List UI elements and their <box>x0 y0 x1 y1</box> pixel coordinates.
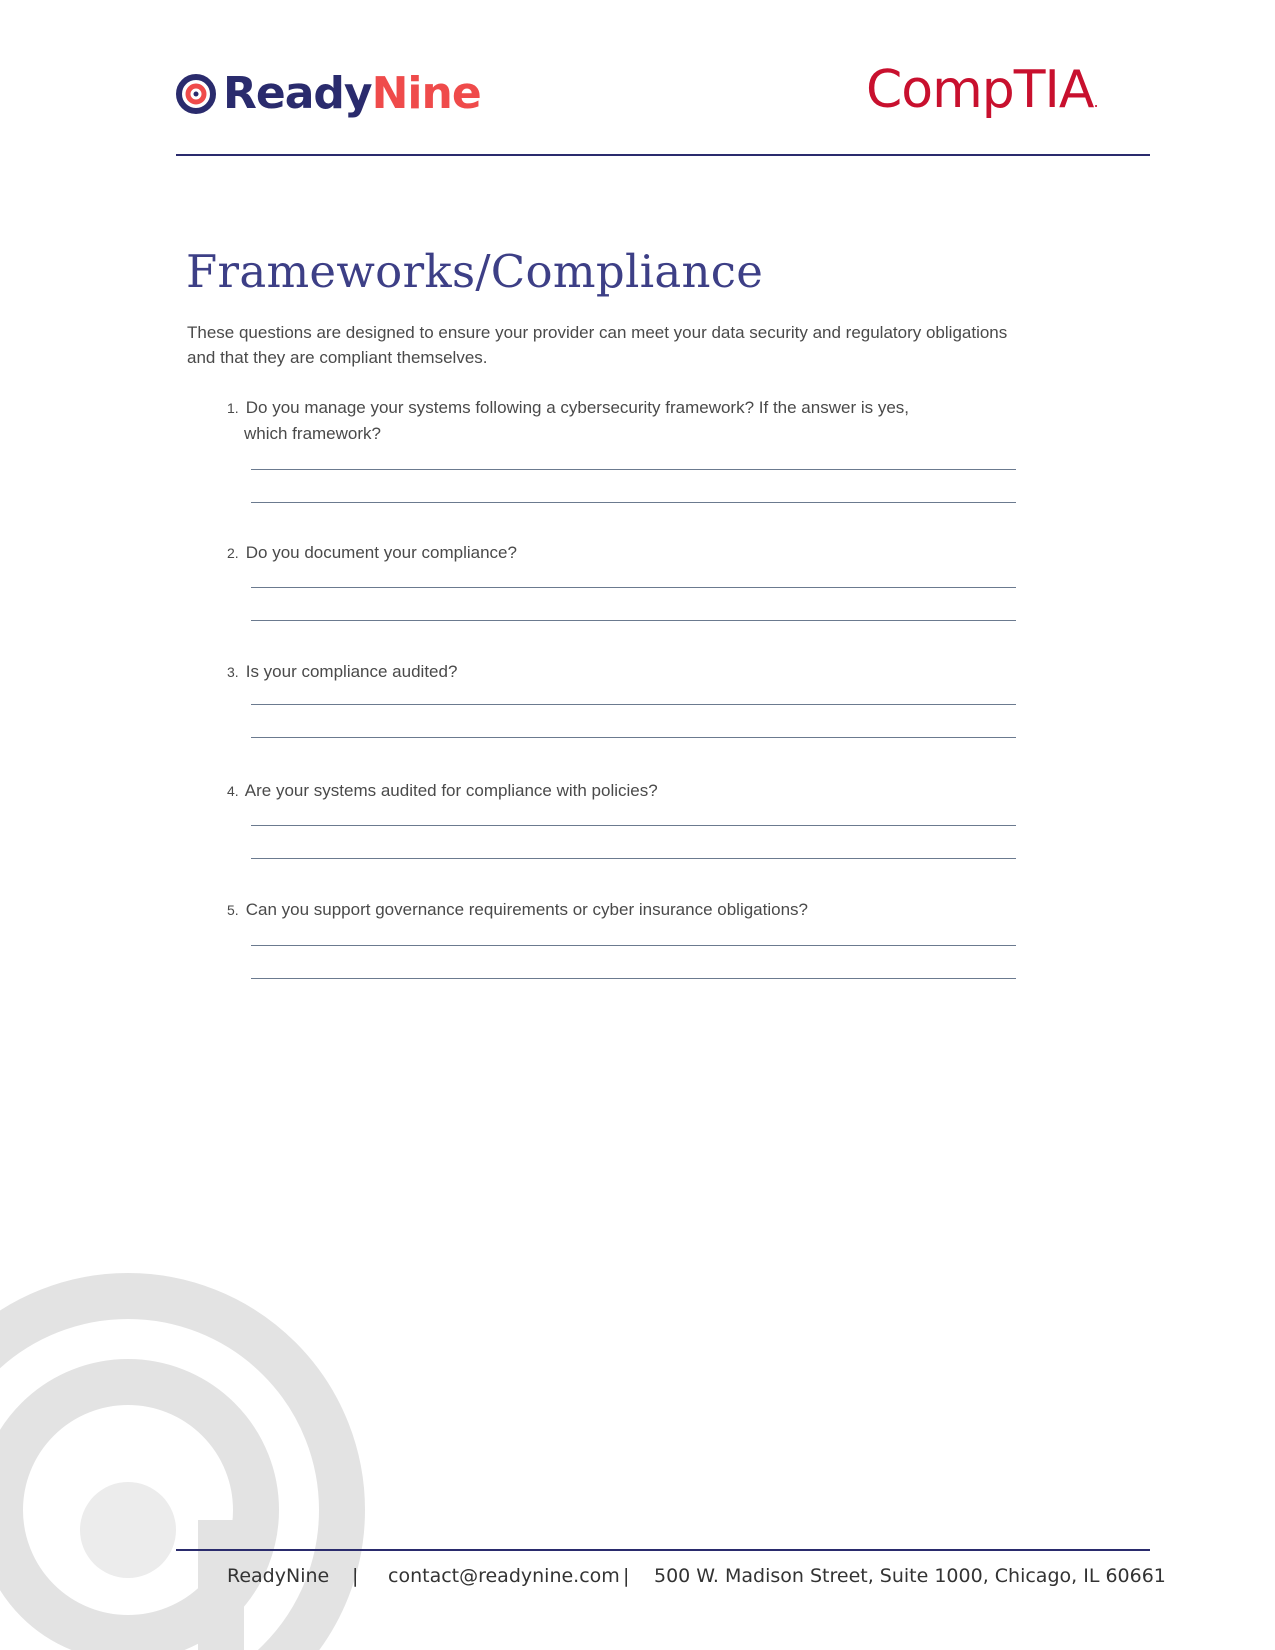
footer-separator: | <box>352 1565 359 1587</box>
footer-separator: | <box>623 1565 630 1587</box>
question-number: 5. <box>227 902 239 918</box>
footer-address: 500 W. Madison Street, Suite 1000, Chicago, IL 60661 <box>654 1565 1166 1587</box>
question-2 <box>227 540 987 566</box>
question-number: 3. <box>227 664 239 680</box>
answer-line[interactable] <box>251 737 1016 738</box>
question-1 <box>227 395 987 446</box>
answer-line[interactable] <box>251 502 1016 503</box>
answer-line[interactable] <box>251 620 1016 621</box>
question-3 <box>227 659 987 685</box>
header-divider <box>176 154 1150 156</box>
intro-paragraph: These questions are designed to ensure your provider can meet your data security and regulatory obligations and that they are compliant themselves. <box>187 323 1008 367</box>
footer-email-link[interactable]: contact@readynine.com <box>388 1565 620 1587</box>
question-5 <box>227 897 987 923</box>
answer-line[interactable] <box>251 858 1016 859</box>
question-text: Can you support governance requirements or cyber insurance obligations? <box>245 900 809 919</box>
footer-divider <box>176 1549 1150 1551</box>
answer-line[interactable] <box>251 945 1016 946</box>
question-number: 2. <box>227 545 239 561</box>
question-text: Are your systems audited for compliance with policies? <box>244 781 658 800</box>
comptia-logo <box>866 60 1098 120</box>
answer-line[interactable] <box>251 587 1016 588</box>
comptia-logo-dot: . <box>1093 92 1098 111</box>
page-title: Frameworks/Compliance <box>186 245 764 298</box>
answer-line[interactable] <box>251 825 1016 826</box>
answer-line[interactable] <box>251 704 1016 705</box>
question-number: 1. <box>227 400 239 416</box>
footer-company: ReadyNine <box>227 1565 330 1587</box>
logo-nine-text: Nine <box>371 68 481 119</box>
comptia-logo-text: CompTIA <box>866 60 1094 120</box>
question-text: Do you manage your systems following a cybersecurity framework? If the answer is yes, <box>245 398 909 417</box>
question-text: Is your compliance audited? <box>245 662 458 681</box>
readynine-logo <box>175 68 481 119</box>
question-text: Do you document your compliance? <box>245 543 517 562</box>
readynine-target-icon <box>175 73 217 115</box>
question-number: 4. <box>227 783 239 799</box>
logo-ready-text: Ready <box>223 68 372 119</box>
question-text-continued: which framework? <box>244 424 381 443</box>
question-4 <box>227 778 987 804</box>
answer-line[interactable] <box>251 978 1016 979</box>
answer-line[interactable] <box>251 469 1016 470</box>
